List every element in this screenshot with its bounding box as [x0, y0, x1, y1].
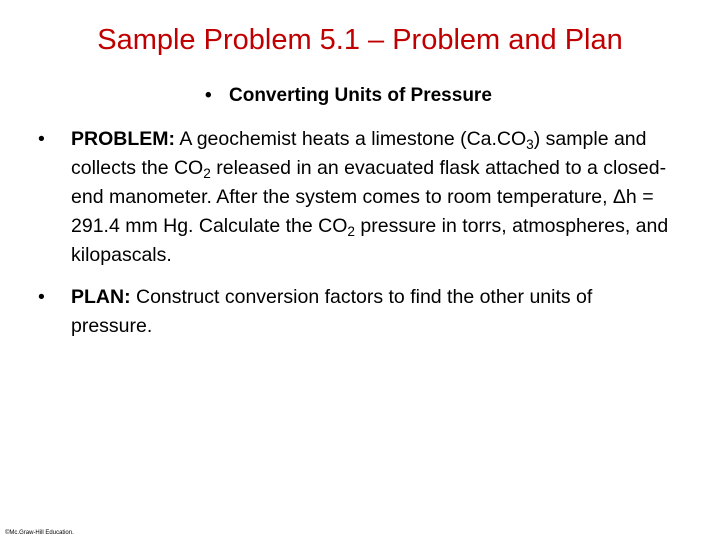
- bullet-icon: •: [205, 85, 212, 106]
- plan-text-part: Construct conversion factors to find the other units of pressure.: [71, 286, 593, 337]
- problem-text-part: ) sample and collects the CO: [71, 128, 647, 179]
- subscript: 2: [203, 166, 211, 182]
- problem-text-part: A geochemist heats a limestone (Ca.CO: [175, 128, 527, 150]
- problem-text-part: released in an evacuated flask attached to a closed-end manometer. After the system comes to room temperature, Δh = 291.4 mm Hg. Calculate the CO: [71, 157, 667, 237]
- slide-subtitle: [205, 85, 492, 107]
- problem-text: [71, 125, 678, 270]
- bullet-icon: •: [38, 286, 45, 308]
- copyright-notice: ©Mc.Graw-Hill Education.: [5, 530, 74, 536]
- problem-bullet: [38, 125, 678, 270]
- problem-lead: PROBLEM:: [71, 128, 175, 150]
- bullet-icon: •: [38, 128, 45, 150]
- slide-title: Sample Problem 5.1 – Problem and Plan: [97, 24, 623, 56]
- subtitle-text: Converting Units of Pressure: [229, 85, 492, 106]
- plan-bullet: [38, 283, 678, 341]
- subscript: 2: [347, 224, 355, 240]
- plan-lead: PLAN:: [71, 286, 131, 308]
- plan-text: [71, 283, 678, 341]
- subscript: 3: [526, 137, 534, 153]
- problem-text-part: pressure in torrs, atmospheres, and kilopascals.: [71, 215, 669, 266]
